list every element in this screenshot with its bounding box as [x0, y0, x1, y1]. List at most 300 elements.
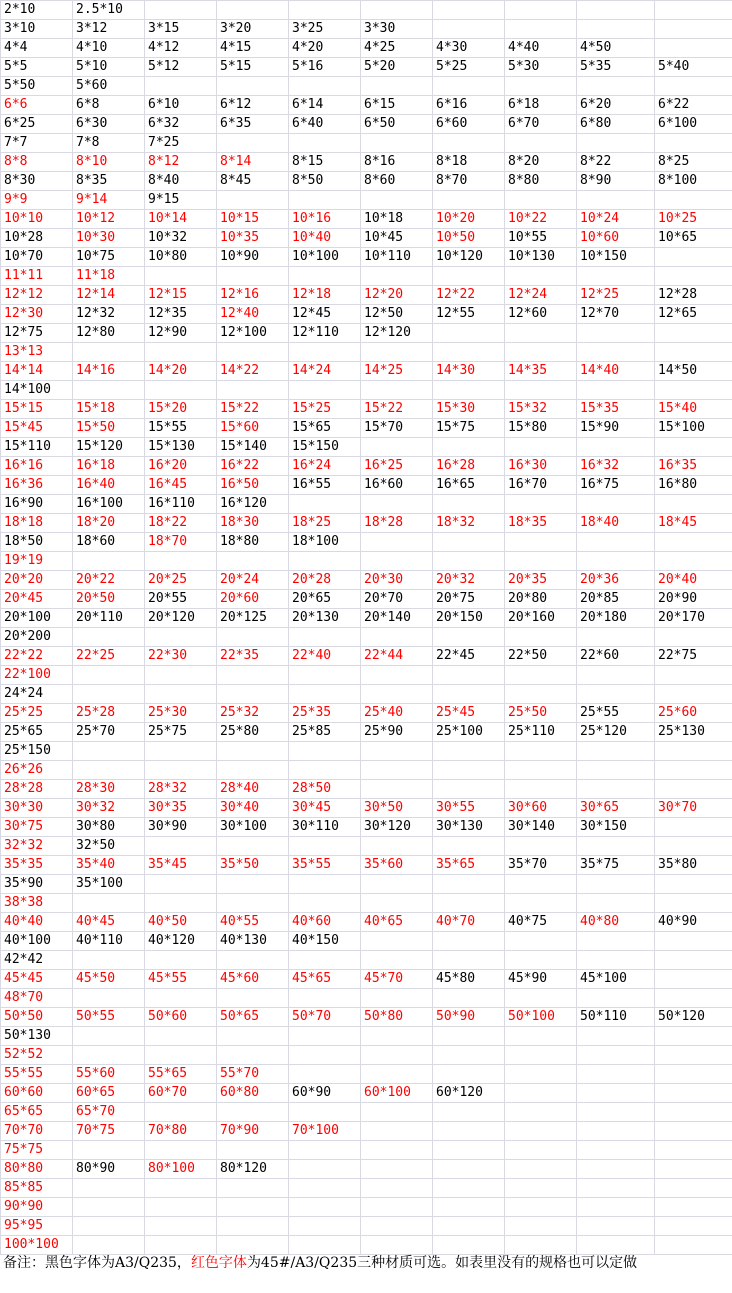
- table-cell[interactable]: 16*80: [655, 476, 732, 495]
- table-cell[interactable]: [289, 191, 361, 210]
- table-cell[interactable]: 8*8: [1, 153, 73, 172]
- table-cell[interactable]: 20*35: [505, 571, 577, 590]
- table-cell[interactable]: [361, 875, 433, 894]
- table-cell[interactable]: [433, 495, 505, 514]
- table-cell[interactable]: [577, 894, 655, 913]
- table-cell[interactable]: 45*65: [289, 970, 361, 989]
- table-cell[interactable]: 12*55: [433, 305, 505, 324]
- table-cell[interactable]: 12*15: [145, 286, 217, 305]
- table-cell[interactable]: [655, 628, 732, 647]
- table-cell[interactable]: [655, 495, 732, 514]
- table-cell[interactable]: 25*60: [655, 704, 732, 723]
- table-cell[interactable]: 5*40: [655, 58, 732, 77]
- table-cell[interactable]: 19*19: [1, 552, 73, 571]
- table-cell[interactable]: 16*100: [73, 495, 145, 514]
- table-cell[interactable]: 14*25: [361, 362, 433, 381]
- table-cell[interactable]: 8*25: [655, 153, 732, 172]
- table-cell[interactable]: [577, 77, 655, 96]
- table-cell[interactable]: 32*50: [73, 837, 145, 856]
- table-cell[interactable]: 55*60: [73, 1065, 145, 1084]
- table-cell[interactable]: 5*30: [505, 58, 577, 77]
- table-cell[interactable]: [361, 628, 433, 647]
- table-cell[interactable]: 55*70: [217, 1065, 289, 1084]
- table-cell[interactable]: [655, 1065, 732, 1084]
- table-cell[interactable]: 22*50: [505, 647, 577, 666]
- table-cell[interactable]: [145, 77, 217, 96]
- table-cell[interactable]: 14*30: [433, 362, 505, 381]
- table-cell[interactable]: [433, 191, 505, 210]
- table-cell[interactable]: 20*90: [655, 590, 732, 609]
- table-cell[interactable]: 18*28: [361, 514, 433, 533]
- table-cell[interactable]: 16*75: [577, 476, 655, 495]
- table-cell[interactable]: [361, 780, 433, 799]
- table-cell[interactable]: [577, 1027, 655, 1046]
- table-cell[interactable]: 6*40: [289, 115, 361, 134]
- table-cell[interactable]: 70*80: [145, 1122, 217, 1141]
- table-cell[interactable]: 40*55: [217, 913, 289, 932]
- table-cell[interactable]: [577, 932, 655, 951]
- table-cell[interactable]: 24*24: [1, 685, 73, 704]
- table-cell[interactable]: 90*90: [1, 1198, 73, 1217]
- table-cell[interactable]: [655, 780, 732, 799]
- table-cell[interactable]: 8*22: [577, 153, 655, 172]
- table-cell[interactable]: 55*65: [145, 1065, 217, 1084]
- table-cell[interactable]: 5*15: [217, 58, 289, 77]
- table-cell[interactable]: 20*50: [73, 590, 145, 609]
- table-cell[interactable]: 40*50: [145, 913, 217, 932]
- table-cell[interactable]: [433, 1122, 505, 1141]
- table-cell[interactable]: [361, 1065, 433, 1084]
- table-cell[interactable]: 30*80: [73, 818, 145, 837]
- table-cell[interactable]: [73, 685, 145, 704]
- table-cell[interactable]: [577, 1179, 655, 1198]
- table-cell[interactable]: [655, 1, 732, 20]
- table-cell[interactable]: 25*85: [289, 723, 361, 742]
- table-cell[interactable]: 22*44: [361, 647, 433, 666]
- table-cell[interactable]: 5*50: [1, 77, 73, 96]
- table-cell[interactable]: [655, 685, 732, 704]
- table-cell[interactable]: [217, 1217, 289, 1236]
- table-cell[interactable]: 12*18: [289, 286, 361, 305]
- table-cell[interactable]: [361, 666, 433, 685]
- table-cell[interactable]: 12*14: [73, 286, 145, 305]
- table-cell[interactable]: 16*55: [289, 476, 361, 495]
- table-cell[interactable]: [361, 1141, 433, 1160]
- table-cell[interactable]: 35*35: [1, 856, 73, 875]
- table-cell[interactable]: [577, 1, 655, 20]
- table-cell[interactable]: [505, 533, 577, 552]
- table-cell[interactable]: 30*110: [289, 818, 361, 837]
- table-cell[interactable]: [433, 20, 505, 39]
- table-cell[interactable]: 11*18: [73, 267, 145, 286]
- table-cell[interactable]: [289, 134, 361, 153]
- table-cell[interactable]: [433, 780, 505, 799]
- table-cell[interactable]: [505, 1103, 577, 1122]
- table-cell[interactable]: 15*140: [217, 438, 289, 457]
- table-cell[interactable]: [655, 20, 732, 39]
- table-cell[interactable]: 30*40: [217, 799, 289, 818]
- table-cell[interactable]: 65*70: [73, 1103, 145, 1122]
- table-cell[interactable]: 7*7: [1, 134, 73, 153]
- table-cell[interactable]: 48*70: [1, 989, 73, 1008]
- table-cell[interactable]: 10*150: [577, 248, 655, 267]
- table-cell[interactable]: [577, 343, 655, 362]
- table-cell[interactable]: 25*65: [1, 723, 73, 742]
- table-cell[interactable]: [73, 761, 145, 780]
- table-cell[interactable]: 6*8: [73, 96, 145, 115]
- table-cell[interactable]: [577, 742, 655, 761]
- table-cell[interactable]: 45*80: [433, 970, 505, 989]
- table-cell[interactable]: [73, 951, 145, 970]
- table-cell[interactable]: 5*25: [433, 58, 505, 77]
- table-cell[interactable]: [505, 1217, 577, 1236]
- table-cell[interactable]: [217, 837, 289, 856]
- table-cell[interactable]: 20*80: [505, 590, 577, 609]
- table-cell[interactable]: 6*14: [289, 96, 361, 115]
- table-cell[interactable]: 18*70: [145, 533, 217, 552]
- table-cell[interactable]: [433, 381, 505, 400]
- table-cell[interactable]: [289, 1198, 361, 1217]
- table-cell[interactable]: 50*55: [73, 1008, 145, 1027]
- table-cell[interactable]: [505, 875, 577, 894]
- table-cell[interactable]: 14*22: [217, 362, 289, 381]
- table-cell[interactable]: [655, 134, 732, 153]
- table-cell[interactable]: [655, 267, 732, 286]
- table-cell[interactable]: [655, 1198, 732, 1217]
- table-cell[interactable]: [433, 1103, 505, 1122]
- table-cell[interactable]: [217, 343, 289, 362]
- table-cell[interactable]: [361, 77, 433, 96]
- table-cell[interactable]: 20*110: [73, 609, 145, 628]
- table-cell[interactable]: 35*90: [1, 875, 73, 894]
- table-cell[interactable]: 25*40: [361, 704, 433, 723]
- table-cell[interactable]: 8*20: [505, 153, 577, 172]
- table-cell[interactable]: 15*45: [1, 419, 73, 438]
- table-cell[interactable]: 50*120: [655, 1008, 732, 1027]
- table-cell[interactable]: 2.5*10: [73, 1, 145, 20]
- table-cell[interactable]: [433, 628, 505, 647]
- table-cell[interactable]: [433, 1027, 505, 1046]
- table-cell[interactable]: [217, 989, 289, 1008]
- table-cell[interactable]: 14*50: [655, 362, 732, 381]
- table-cell[interactable]: [289, 666, 361, 685]
- table-cell[interactable]: 6*25: [1, 115, 73, 134]
- table-cell[interactable]: 16*22: [217, 457, 289, 476]
- table-cell[interactable]: [655, 1084, 732, 1103]
- table-cell[interactable]: 70*70: [1, 1122, 73, 1141]
- table-cell[interactable]: [289, 628, 361, 647]
- table-cell[interactable]: [145, 381, 217, 400]
- table-cell[interactable]: 22*25: [73, 647, 145, 666]
- table-cell[interactable]: 25*150: [1, 742, 73, 761]
- table-cell[interactable]: [433, 1217, 505, 1236]
- table-cell[interactable]: 3*30: [361, 20, 433, 39]
- table-cell[interactable]: [655, 77, 732, 96]
- table-cell[interactable]: [361, 343, 433, 362]
- table-cell[interactable]: 15*22: [361, 400, 433, 419]
- table-cell[interactable]: [505, 1160, 577, 1179]
- table-cell[interactable]: [655, 970, 732, 989]
- table-cell[interactable]: [505, 20, 577, 39]
- table-cell[interactable]: 40*40: [1, 913, 73, 932]
- table-cell[interactable]: 20*20: [1, 571, 73, 590]
- table-cell[interactable]: [505, 1065, 577, 1084]
- table-cell[interactable]: 6*35: [217, 115, 289, 134]
- table-cell[interactable]: [361, 438, 433, 457]
- table-cell[interactable]: [145, 875, 217, 894]
- table-cell[interactable]: [145, 894, 217, 913]
- table-cell[interactable]: 4*20: [289, 39, 361, 58]
- table-cell[interactable]: 12*12: [1, 286, 73, 305]
- table-cell[interactable]: 25*28: [73, 704, 145, 723]
- table-cell[interactable]: [289, 1065, 361, 1084]
- table-cell[interactable]: [361, 761, 433, 780]
- table-cell[interactable]: [73, 1217, 145, 1236]
- table-cell[interactable]: 6*10: [145, 96, 217, 115]
- table-cell[interactable]: 8*35: [73, 172, 145, 191]
- table-cell[interactable]: [289, 875, 361, 894]
- table-cell[interactable]: [361, 837, 433, 856]
- table-cell[interactable]: 16*35: [655, 457, 732, 476]
- table-cell[interactable]: [577, 628, 655, 647]
- table-cell[interactable]: [73, 989, 145, 1008]
- table-cell[interactable]: 20*200: [1, 628, 73, 647]
- table-cell[interactable]: 10*35: [217, 229, 289, 248]
- table-cell[interactable]: 25*130: [655, 723, 732, 742]
- table-cell[interactable]: [145, 761, 217, 780]
- table-cell[interactable]: [577, 20, 655, 39]
- table-cell[interactable]: 60*80: [217, 1084, 289, 1103]
- table-cell[interactable]: [505, 1027, 577, 1046]
- table-cell[interactable]: 22*22: [1, 647, 73, 666]
- table-cell[interactable]: [433, 267, 505, 286]
- table-cell[interactable]: 100*100: [1, 1236, 73, 1255]
- table-cell[interactable]: 28*30: [73, 780, 145, 799]
- table-cell[interactable]: [217, 267, 289, 286]
- table-cell[interactable]: [655, 438, 732, 457]
- table-cell[interactable]: [145, 1046, 217, 1065]
- table-cell[interactable]: 6*18: [505, 96, 577, 115]
- table-cell[interactable]: 16*28: [433, 457, 505, 476]
- table-cell[interactable]: 30*35: [145, 799, 217, 818]
- table-cell[interactable]: 20*85: [577, 590, 655, 609]
- table-cell[interactable]: [361, 989, 433, 1008]
- table-cell[interactable]: [289, 1027, 361, 1046]
- table-cell[interactable]: [577, 1198, 655, 1217]
- table-cell[interactable]: 28*28: [1, 780, 73, 799]
- table-cell[interactable]: [289, 1, 361, 20]
- table-cell[interactable]: 3*10: [1, 20, 73, 39]
- table-cell[interactable]: [577, 989, 655, 1008]
- table-cell[interactable]: [505, 951, 577, 970]
- table-cell[interactable]: 12*110: [289, 324, 361, 343]
- table-cell[interactable]: [433, 761, 505, 780]
- table-cell[interactable]: [655, 989, 732, 1008]
- table-cell[interactable]: 25*50: [505, 704, 577, 723]
- table-cell[interactable]: 35*75: [577, 856, 655, 875]
- table-cell[interactable]: [145, 951, 217, 970]
- table-cell[interactable]: [505, 552, 577, 571]
- table-cell[interactable]: 22*100: [1, 666, 73, 685]
- table-cell[interactable]: 32*32: [1, 837, 73, 856]
- table-cell[interactable]: 40*65: [361, 913, 433, 932]
- table-cell[interactable]: 10*22: [505, 210, 577, 229]
- table-cell[interactable]: 40*45: [73, 913, 145, 932]
- table-cell[interactable]: 35*60: [361, 856, 433, 875]
- table-cell[interactable]: [217, 134, 289, 153]
- table-cell[interactable]: 9*15: [145, 191, 217, 210]
- table-cell[interactable]: [655, 1179, 732, 1198]
- table-cell[interactable]: 5*20: [361, 58, 433, 77]
- table-cell[interactable]: 25*80: [217, 723, 289, 742]
- table-cell[interactable]: 4*50: [577, 39, 655, 58]
- table-cell[interactable]: 6*12: [217, 96, 289, 115]
- table-cell[interactable]: 6*16: [433, 96, 505, 115]
- table-cell[interactable]: 20*24: [217, 571, 289, 590]
- table-cell[interactable]: 30*150: [577, 818, 655, 837]
- table-cell[interactable]: [655, 343, 732, 362]
- table-cell[interactable]: [505, 837, 577, 856]
- table-cell[interactable]: 40*70: [433, 913, 505, 932]
- table-cell[interactable]: 15*35: [577, 400, 655, 419]
- table-cell[interactable]: [217, 894, 289, 913]
- table-cell[interactable]: [289, 951, 361, 970]
- table-cell[interactable]: 22*30: [145, 647, 217, 666]
- table-cell[interactable]: [655, 761, 732, 780]
- table-cell[interactable]: 8*80: [505, 172, 577, 191]
- table-cell[interactable]: 70*90: [217, 1122, 289, 1141]
- table-cell[interactable]: 60*120: [433, 1084, 505, 1103]
- table-cell[interactable]: 10*130: [505, 248, 577, 267]
- table-cell[interactable]: 8*12: [145, 153, 217, 172]
- table-cell[interactable]: 12*50: [361, 305, 433, 324]
- table-cell[interactable]: 8*10: [73, 153, 145, 172]
- table-cell[interactable]: [361, 1160, 433, 1179]
- table-cell[interactable]: [145, 552, 217, 571]
- table-cell[interactable]: 15*60: [217, 419, 289, 438]
- table-cell[interactable]: [505, 343, 577, 362]
- table-cell[interactable]: 15*15: [1, 400, 73, 419]
- table-cell[interactable]: 50*80: [361, 1008, 433, 1027]
- table-cell[interactable]: 40*150: [289, 932, 361, 951]
- table-cell[interactable]: [433, 951, 505, 970]
- table-cell[interactable]: 20*180: [577, 609, 655, 628]
- table-cell[interactable]: [289, 552, 361, 571]
- table-cell[interactable]: 40*130: [217, 932, 289, 951]
- table-cell[interactable]: [505, 381, 577, 400]
- table-cell[interactable]: 6*22: [655, 96, 732, 115]
- table-cell[interactable]: 10*14: [145, 210, 217, 229]
- table-cell[interactable]: [217, 1141, 289, 1160]
- table-cell[interactable]: 16*20: [145, 457, 217, 476]
- table-cell[interactable]: 16*50: [217, 476, 289, 495]
- table-cell[interactable]: [433, 1160, 505, 1179]
- table-cell[interactable]: 45*100: [577, 970, 655, 989]
- table-cell[interactable]: 16*32: [577, 457, 655, 476]
- table-cell[interactable]: 15*32: [505, 400, 577, 419]
- table-cell[interactable]: 15*80: [505, 419, 577, 438]
- table-cell[interactable]: [217, 381, 289, 400]
- table-cell[interactable]: 20*100: [1, 609, 73, 628]
- table-cell[interactable]: [361, 951, 433, 970]
- table-cell[interactable]: 60*90: [289, 1084, 361, 1103]
- table-cell[interactable]: [433, 552, 505, 571]
- table-cell[interactable]: 80*120: [217, 1160, 289, 1179]
- table-cell[interactable]: [505, 495, 577, 514]
- table-cell[interactable]: 18*80: [217, 533, 289, 552]
- table-cell[interactable]: 28*32: [145, 780, 217, 799]
- table-cell[interactable]: [505, 742, 577, 761]
- table-cell[interactable]: [361, 1103, 433, 1122]
- table-cell[interactable]: [361, 1122, 433, 1141]
- table-cell[interactable]: 85*85: [1, 1179, 73, 1198]
- table-cell[interactable]: [433, 685, 505, 704]
- table-cell[interactable]: [433, 533, 505, 552]
- table-cell[interactable]: [577, 1046, 655, 1065]
- table-cell[interactable]: [433, 77, 505, 96]
- table-cell[interactable]: 8*16: [361, 153, 433, 172]
- table-cell[interactable]: 16*120: [217, 495, 289, 514]
- table-cell[interactable]: [145, 666, 217, 685]
- table-cell[interactable]: [73, 1027, 145, 1046]
- table-cell[interactable]: 22*40: [289, 647, 361, 666]
- table-cell[interactable]: 35*50: [217, 856, 289, 875]
- table-cell[interactable]: [289, 894, 361, 913]
- table-cell[interactable]: [577, 495, 655, 514]
- table-cell[interactable]: [655, 533, 732, 552]
- table-cell[interactable]: 13*13: [1, 343, 73, 362]
- table-cell[interactable]: 30*90: [145, 818, 217, 837]
- table-cell[interactable]: [433, 875, 505, 894]
- table-cell[interactable]: 14*40: [577, 362, 655, 381]
- table-cell[interactable]: 28*50: [289, 780, 361, 799]
- table-cell[interactable]: 14*20: [145, 362, 217, 381]
- table-cell[interactable]: [577, 381, 655, 400]
- table-cell[interactable]: [505, 761, 577, 780]
- table-cell[interactable]: 80*100: [145, 1160, 217, 1179]
- table-cell[interactable]: [361, 1, 433, 20]
- table-cell[interactable]: [505, 191, 577, 210]
- table-cell[interactable]: [289, 495, 361, 514]
- table-cell[interactable]: 6*60: [433, 115, 505, 134]
- table-cell[interactable]: 10*10: [1, 210, 73, 229]
- table-cell[interactable]: [577, 191, 655, 210]
- table-cell[interactable]: 50*60: [145, 1008, 217, 1027]
- table-cell[interactable]: 50*70: [289, 1008, 361, 1027]
- table-cell[interactable]: 12*35: [145, 305, 217, 324]
- table-cell[interactable]: [145, 628, 217, 647]
- table-cell[interactable]: [73, 628, 145, 647]
- table-cell[interactable]: [577, 837, 655, 856]
- table-cell[interactable]: 20*75: [433, 590, 505, 609]
- table-cell[interactable]: [217, 1179, 289, 1198]
- table-cell[interactable]: [655, 552, 732, 571]
- table-cell[interactable]: 20*60: [217, 590, 289, 609]
- table-cell[interactable]: 16*18: [73, 457, 145, 476]
- table-cell[interactable]: [577, 1084, 655, 1103]
- table-cell[interactable]: [217, 552, 289, 571]
- table-cell[interactable]: 3*25: [289, 20, 361, 39]
- table-cell[interactable]: 14*24: [289, 362, 361, 381]
- table-cell[interactable]: 14*14: [1, 362, 73, 381]
- table-cell[interactable]: 10*25: [655, 210, 732, 229]
- table-cell[interactable]: [217, 1198, 289, 1217]
- table-cell[interactable]: [577, 1217, 655, 1236]
- table-cell[interactable]: 11*11: [1, 267, 73, 286]
- table-cell[interactable]: 18*32: [433, 514, 505, 533]
- table-cell[interactable]: [361, 1198, 433, 1217]
- table-cell[interactable]: 20*120: [145, 609, 217, 628]
